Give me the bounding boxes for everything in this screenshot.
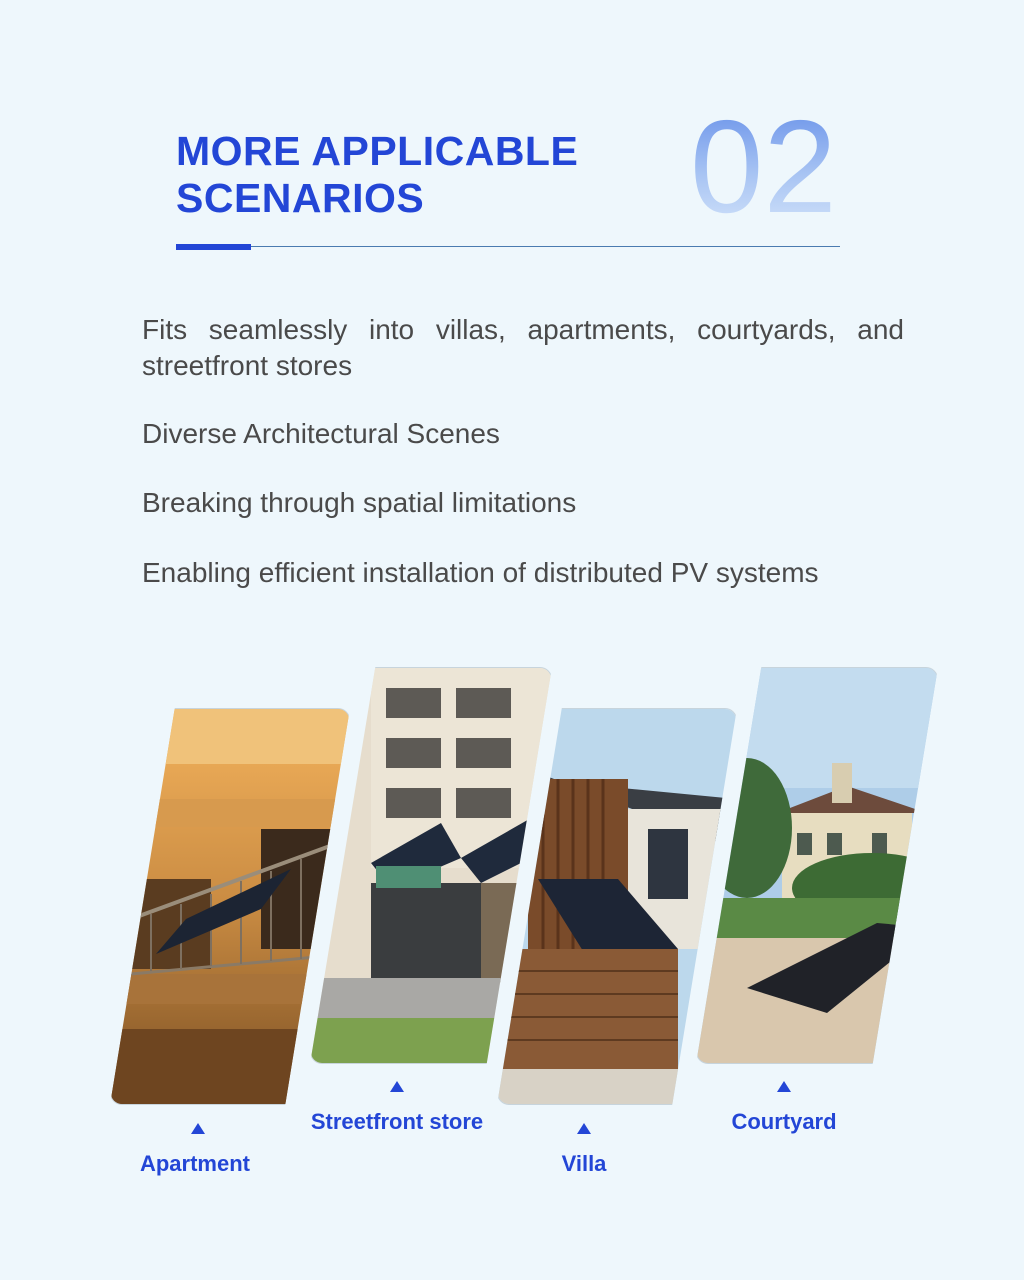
villa-marker-icon (577, 1123, 591, 1134)
villa-caption: Villa (561, 1151, 607, 1176)
feature-line-architectural: Diverse Architectural Scenes (142, 418, 500, 449)
feature-line-spatial: Breaking through spatial limitations (142, 487, 577, 518)
feature-line-installation: Enabling efficient installation of distributed PV systems (142, 557, 819, 588)
streetfront-caption: Streetfront store (310, 1109, 484, 1134)
courtyard-marker-icon (777, 1081, 791, 1092)
intro-paragraph: Fits seamlessly into villas, apartments, courtyards, and streetfront stores (142, 314, 904, 381)
divider-line (176, 246, 840, 247)
heading-line-2: SCENARIOS (176, 175, 425, 221)
courtyard-caption: Courtyard (731, 1109, 837, 1134)
heading-line-1: MORE APPLICABLE (176, 128, 579, 174)
apartment-marker-icon (191, 1123, 205, 1134)
section-heading (176, 128, 578, 222)
divider-accent (176, 244, 251, 250)
section-number: 02 (690, 93, 837, 240)
streetfront-marker-icon (390, 1081, 404, 1092)
apartment-caption: Apartment (139, 1151, 250, 1176)
